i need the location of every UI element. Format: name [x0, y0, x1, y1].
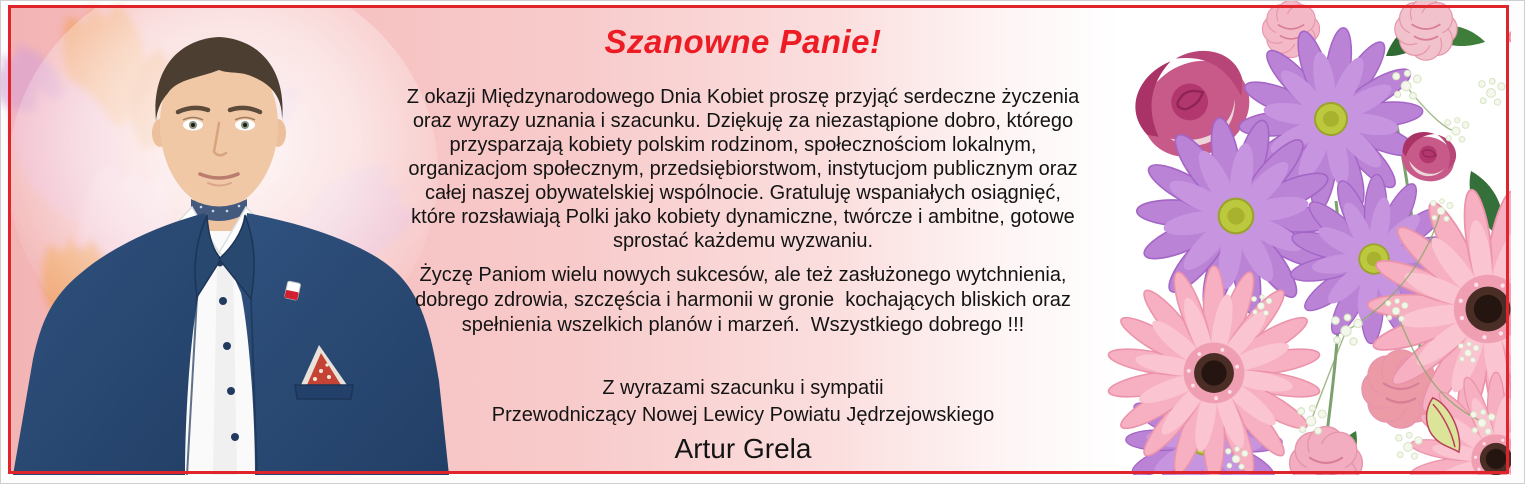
paragraph-wishes — [373, 85, 1113, 253]
body-line: oraz wyrazy uznania i szacunku. Dziękuję za niezastąpione dobro, którego — [412, 110, 1074, 132]
flower-bouquet-photo — [1096, 1, 1511, 475]
paragraph-greetings — [373, 263, 1113, 338]
signature-name: Artur Grela — [674, 433, 812, 464]
card-title: Szanowne Panie! — [604, 23, 882, 60]
signature-block — [373, 375, 1113, 466]
signature-respect-line: Z wyrazami szacunku i sympatii — [602, 377, 884, 399]
greeting-text-block — [373, 1, 1113, 466]
body-line: spełnienia wszelkich planów i marzeń. Wszystkiego dobrego !!! — [461, 314, 1025, 336]
body-line: dobrego zdrowia, szczęścia i harmonii w gronie kochających bliskich oraz — [415, 289, 1071, 311]
body-line: całej naszej obywatelskiej wspólnocie. Gratuluję wspaniałych osiągnięć, — [425, 182, 1061, 204]
body-line: przysparzają kobiety polskim rodzinom, społecznościom lokalnym, — [449, 134, 1037, 156]
signature-role-line: Przewodniczący Nowej Lewicy Powiatu Jędrzejowskiego — [491, 404, 995, 426]
carnation-top-right — [1395, 1, 1457, 60]
body-line: organizacjom społecznym, przedsiębiorstwom, instytucjom publicznym oraz — [408, 158, 1078, 180]
body-line: Z okazji Międzynarodowego Dnia Kobiet proszę przyjąć serdeczne życzenia — [406, 86, 1080, 108]
body-line: sprostać każdemu wyzwaniu. — [612, 230, 874, 252]
body-line: Życzę Paniom wielu nowych sukcesów, ale też zasłużonego wytchnienia, — [419, 264, 1067, 286]
pink-petal-top-right — [1505, 1, 1511, 54]
body-line: które rozsławiają Polki jako kobiety dynamiczne, twórcze i ambitne, gotowe — [411, 206, 1075, 228]
flag-pin — [284, 281, 300, 300]
